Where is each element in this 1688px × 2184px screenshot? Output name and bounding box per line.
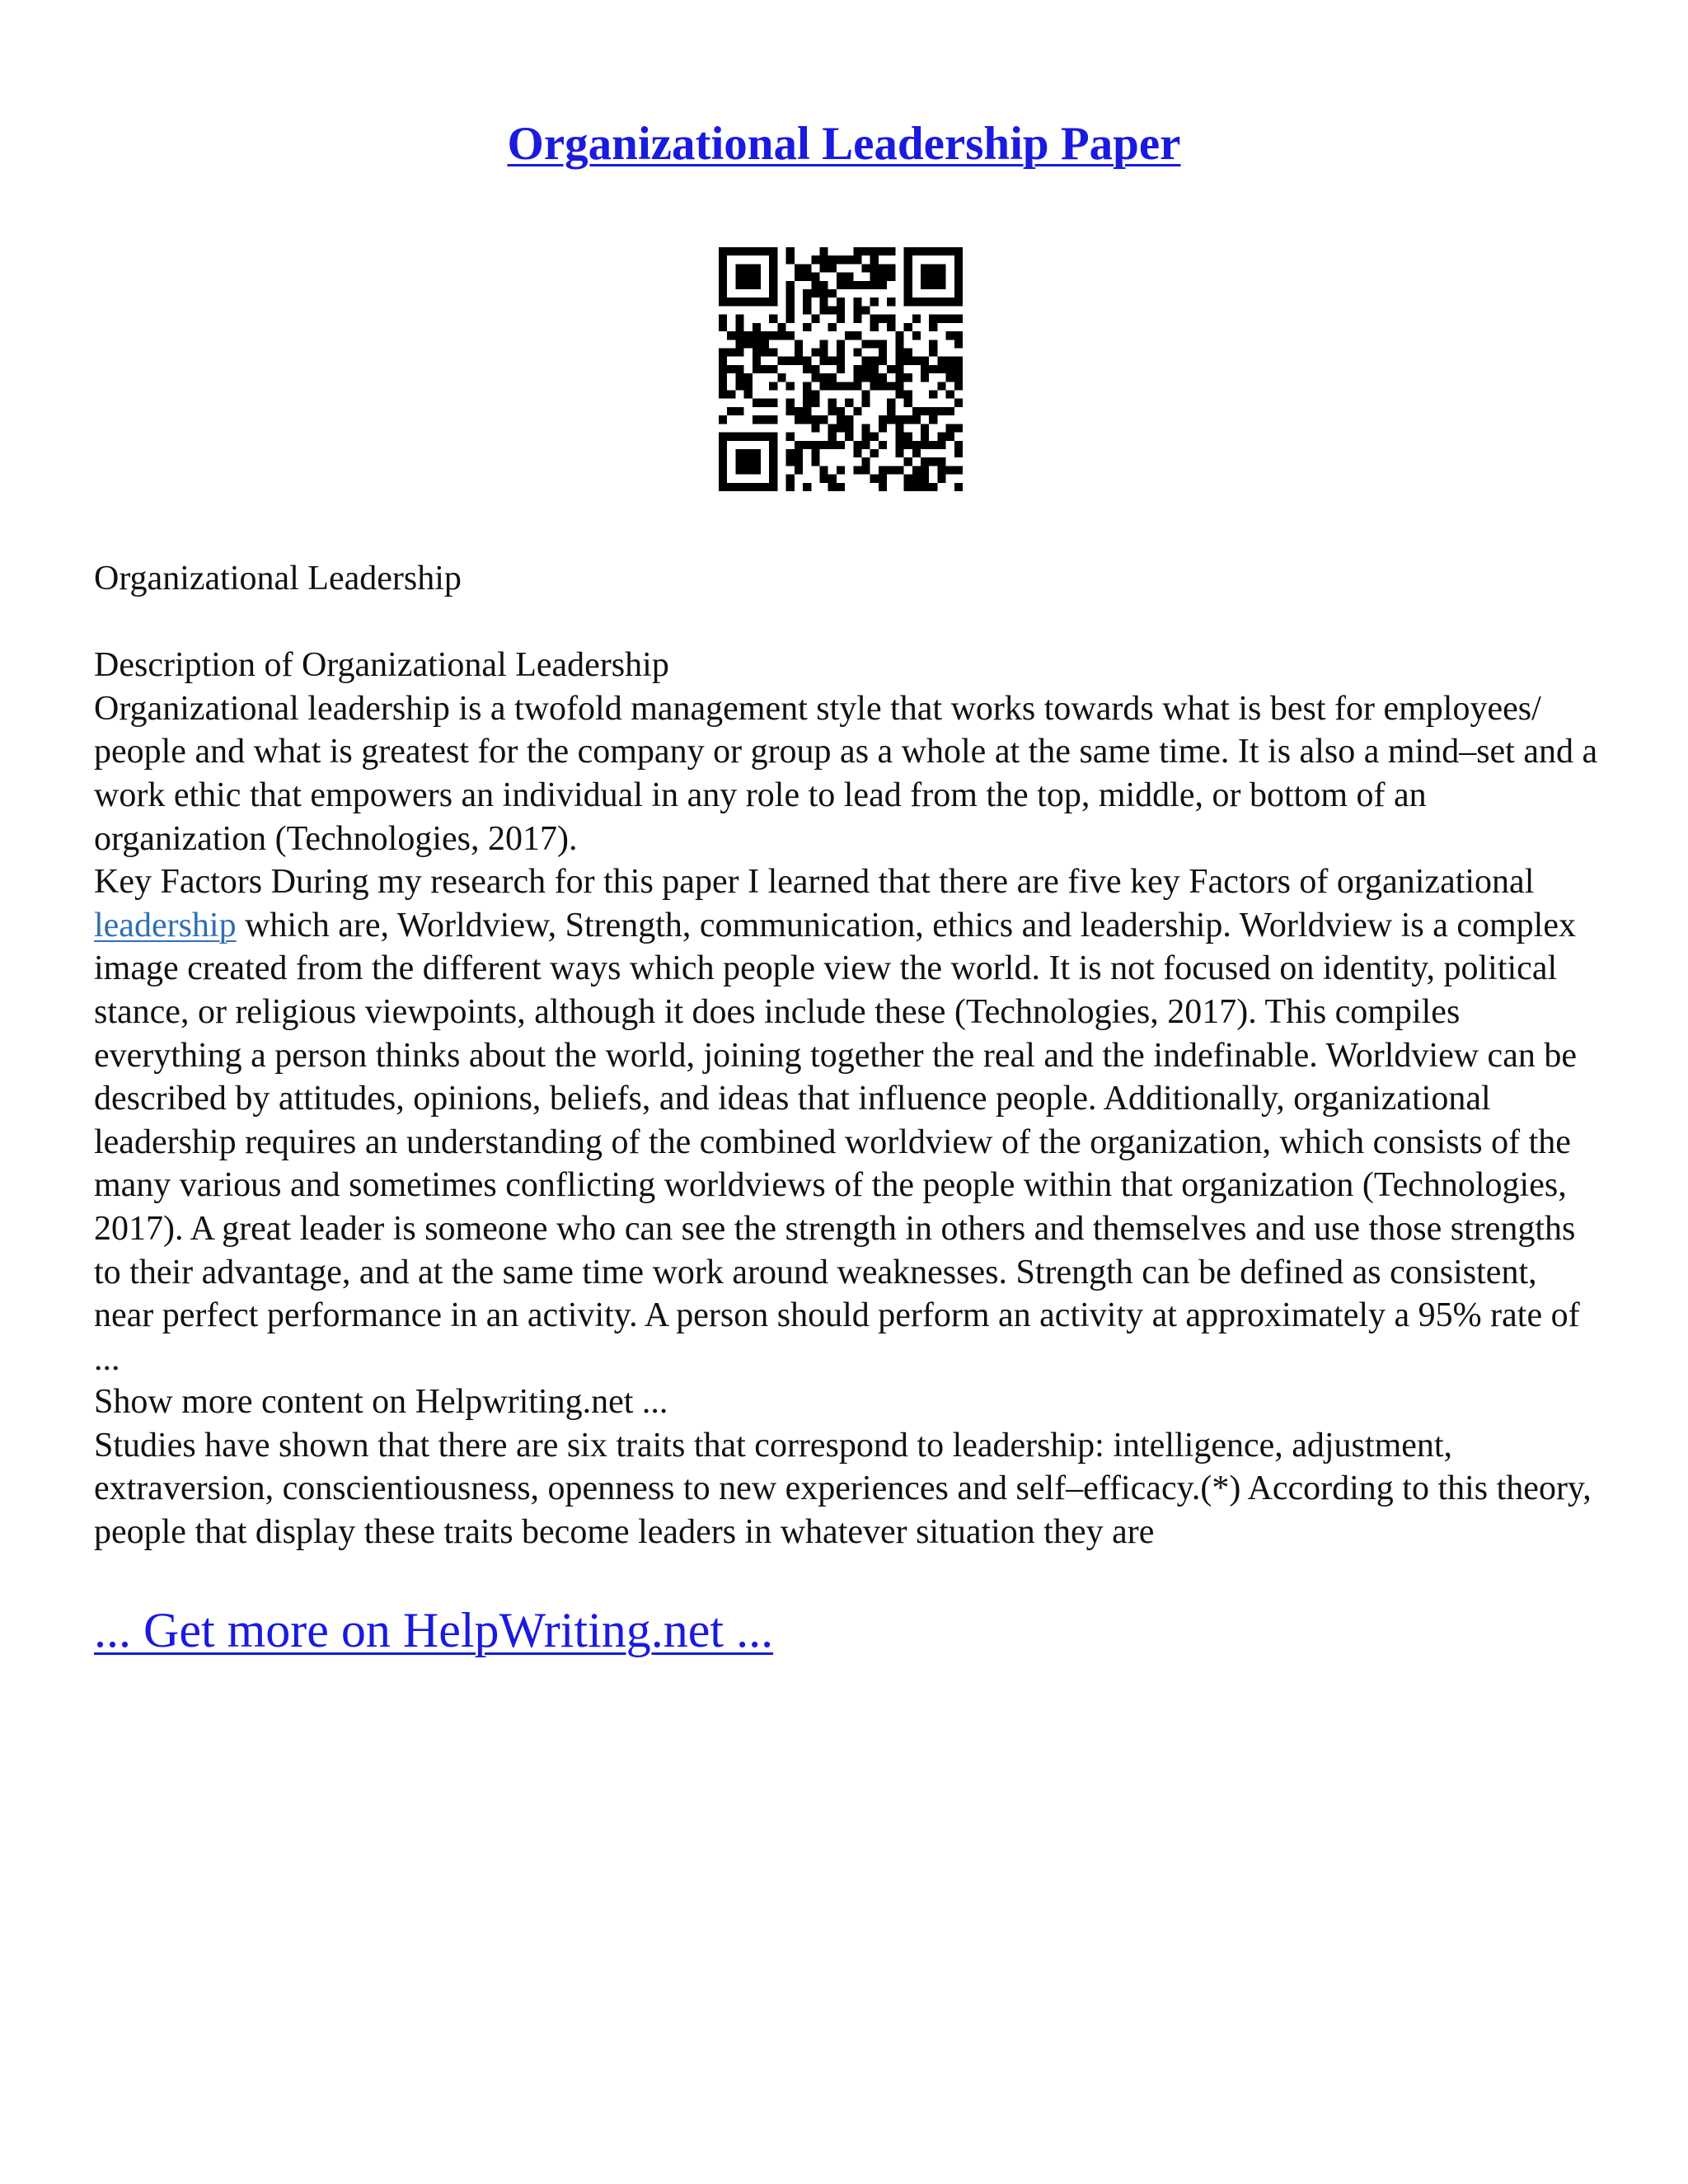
- get-more-section: [94, 1601, 773, 1660]
- document-heading: Organizational Leadership: [94, 560, 462, 598]
- page-title: [0, 115, 1688, 173]
- spacer: [94, 601, 1602, 644]
- paragraph-1: Organizational leadership is a twofold management style that works towards what is best for employees/ people and what is greatest for the company or group as a whole at the same time. It is also a mind–set and a work ethic that empowers an individual in any role to lead from the top, middle, or bottom of an organization (Technologies, 2017).: [94, 689, 1598, 858]
- qr-code-icon: [719, 247, 963, 491]
- paragraph-2-text-after: which are, Worldview, Strength, communication, ethics and leadership. Worldview is a complex image created from the different ways which people view the world. It is not focused on identity, political stance, or religious viewpoints, although it does include these (Technologies, 2017). This compiles everything a person thinks about the world, joining together the real and the indefinable. Worldview can be described by attitudes, opinions, beliefs, and ideas that influence people. Additionally, organizational leadership requires an understanding of the combined worldview of the organization, which consists of the many various and sometimes conflicting worldviews of the people within that organization (Technologies, 2017). A great leader is someone who can see the strength in others and themselves and use those strengths to their advantage, and at the same time work around weaknesses. Strength can be defined as consistent, near perfect performance in an activity. A person should perform an activity at approximately a 95% rate of ...: [94, 906, 1580, 1378]
- section-heading: Description of Organizational Leadership: [94, 646, 669, 685]
- paragraph-3: Studies have shown that there are six traits that correspond to leadership: intelligence, adjustment, extraversion, conscientiousness, openness to new experiences and self–efficacy.(*) According to this theory, people that display these traits become leaders in whatever situation they are: [94, 1426, 1592, 1552]
- leadership-link[interactable]: leadership: [94, 906, 237, 944]
- document-body: [94, 557, 1602, 1554]
- paragraph-2-text-before: Key Factors During my research for this paper I learned that there are five key Factors of organizational: [94, 863, 1535, 902]
- show-more-text: Show more content on Helpwriting.net ...: [94, 1383, 668, 1422]
- title-link[interactable]: Organizational Leadership Paper: [507, 118, 1181, 170]
- get-more-link[interactable]: ... Get more on HelpWriting.net ...: [94, 1603, 774, 1657]
- paragraph-2: [94, 860, 1602, 1380]
